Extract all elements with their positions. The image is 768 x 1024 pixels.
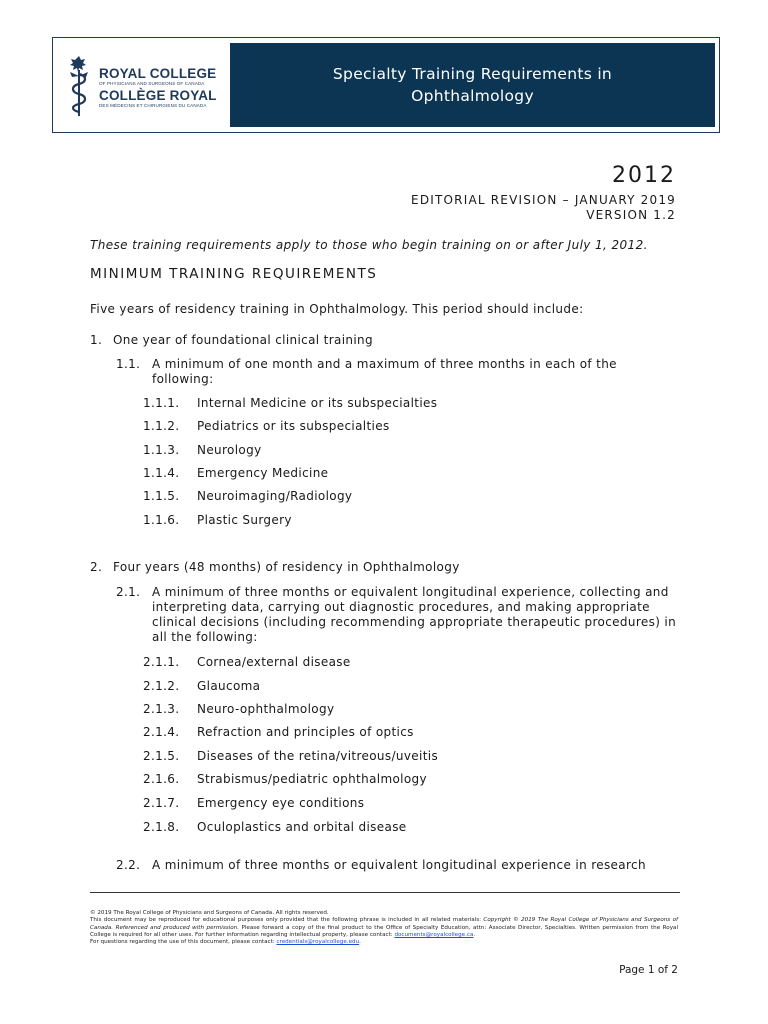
section-heading: MINIMUM TRAINING REQUIREMENTS xyxy=(90,266,378,282)
item-number: 1.1.4. xyxy=(143,466,180,480)
item-text: Neurology xyxy=(197,443,262,457)
version-label: VERSION 1.2 xyxy=(586,208,676,222)
item-number: 2.1.5. xyxy=(143,749,180,763)
item-number: 1.1.5. xyxy=(143,489,180,503)
item-number: 2.1.1. xyxy=(143,655,180,669)
item-number: 1. xyxy=(90,333,103,347)
item-text: Neuroimaging/Radiology xyxy=(197,489,353,503)
item-text: Plastic Surgery xyxy=(197,513,292,527)
reproduction-notice: This document may be reproduced for educational purposes only provided that the following phrase is included in all related materials: Copyright © 2019 The Royal College of Physicians and Surgeons of Canada. Referenced and produced with permission. Please forward a copy of the final product to the Office of Specialty Education, attn: Associate Director, Specialties. Written permission from the Royal College is required for all other uses. For further information regarding intellectual property, please contact: documents@royalcollege.ca. xyxy=(90,917,678,938)
item-text-continued: all the following: xyxy=(152,630,258,644)
item-text-continued: interpreting data, carrying out diagnostic procedures, and making appropriate xyxy=(152,600,650,614)
credentials-email-link[interactable]: credentials@royalcollege.edu xyxy=(276,939,360,946)
item-text: Neuro-ophthalmology xyxy=(197,702,335,716)
document-year: 2012 xyxy=(612,163,676,188)
page-number: Page 1 of 2 xyxy=(619,964,678,976)
item-text: Emergency eye conditions xyxy=(197,796,365,810)
required-phrase: Copyright © 2019 The Royal College of Physicians and Surgeons of Canada. Referenced and produced with permission. xyxy=(90,917,678,931)
item-text: Four years (48 months) of residency in Ophthalmology xyxy=(113,560,460,574)
item-number: 2.1.3. xyxy=(143,702,180,716)
item-number: 2.1.6. xyxy=(143,772,180,786)
revision-label: EDITORIAL REVISION – JANUARY 2019 xyxy=(411,193,676,207)
item-text: Cornea/external disease xyxy=(197,655,351,669)
document-header xyxy=(52,37,720,133)
item-text-continued: following: xyxy=(152,372,214,386)
logo-subline-french: DES MÉDECINS ET CHIRURGIENS DU CANADA xyxy=(99,102,207,108)
title-line-2: Ophthalmology xyxy=(411,87,534,105)
item-number: 2.1.2. xyxy=(143,679,180,693)
item-number: 2.2. xyxy=(116,858,141,872)
footer-divider xyxy=(90,892,680,893)
item-text: One year of foundational clinical training xyxy=(113,333,373,347)
item-number: 1.1. xyxy=(116,357,141,371)
item-text: Glaucoma xyxy=(197,679,261,693)
item-text: A minimum of three months or equivalent longitudinal experience in research xyxy=(152,858,646,872)
logo-line-french: COLLÈGE ROYAL xyxy=(99,88,217,104)
item-number: 1.1.6. xyxy=(143,513,180,527)
item-number: 1.1.3. xyxy=(143,443,180,457)
reproduction-text: This document may be reproduced for educational purposes only provided that the following phrase is included in all related materials: xyxy=(90,917,484,924)
title-banner xyxy=(230,43,715,127)
logo-line-english: ROYAL COLLEGE xyxy=(99,66,217,81)
item-text-continued: clinical decisions (including recommending appropriate therapeutic procedures) in xyxy=(152,615,677,629)
contact-line: For questions regarding the use of this document, please contact: credentials@royalcollege.edu. xyxy=(90,939,361,946)
item-number: 1.1.2. xyxy=(143,419,180,433)
item-text: A minimum of three months or equivalent longitudinal experience, collecting and xyxy=(152,585,669,599)
overview-paragraph: Five years of residency training in Ophthalmology. This period should include: xyxy=(90,302,584,316)
copyright-line: © 2019 The Royal College of Physicians and Surgeons of Canada. All rights reserved. xyxy=(90,910,329,916)
documents-email-link[interactable]: documents@royalcollege.ca xyxy=(394,931,474,938)
contact-text: For questions regarding the use of this document, please contact: xyxy=(90,939,277,946)
item-text: Oculoplastics and orbital disease xyxy=(197,820,407,834)
item-number: 2. xyxy=(90,560,103,574)
item-text: Strabismus/pediatric ophthalmology xyxy=(197,772,427,786)
item-number: 2.1. xyxy=(116,585,141,599)
revision-info xyxy=(411,193,676,223)
intro-statement: These training requirements apply to those who begin training on or after July 1, 2012. xyxy=(90,238,648,252)
item-text: Internal Medicine or its subspecialties xyxy=(197,396,438,410)
logo-wordmark xyxy=(99,67,217,111)
item-text: A minimum of one month and a maximum of three months in each of the xyxy=(152,357,617,371)
item-text: Pediatrics or its subspecialties xyxy=(197,419,390,433)
item-text: Emergency Medicine xyxy=(197,466,329,480)
item-number: 2.1.8. xyxy=(143,820,180,834)
logo-subline-english: OF PHYSICIANS AND SURGEONS OF CANADA xyxy=(99,80,205,86)
item-text: Diseases of the retina/vitreous/uveitis xyxy=(197,749,439,763)
permission-text: Please forward a copy of the final product to the Office of Specialty Education, attn: Associate Director, Specialties. Written permission from the Royal College is required for all other uses. For further information regarding intellectual property, please contact: xyxy=(90,924,678,938)
royal-college-logo xyxy=(53,38,229,132)
title-line-1: Specialty Training Requirements in xyxy=(332,65,613,83)
item-number: 2.1.4. xyxy=(143,725,180,739)
item-number: 2.1.7. xyxy=(143,796,180,810)
item-number: 1.1.1. xyxy=(143,396,180,410)
footer-legal-text xyxy=(90,910,678,946)
item-text: Refraction and principles of optics xyxy=(197,725,414,739)
caduceus-emblem-icon xyxy=(63,56,95,118)
